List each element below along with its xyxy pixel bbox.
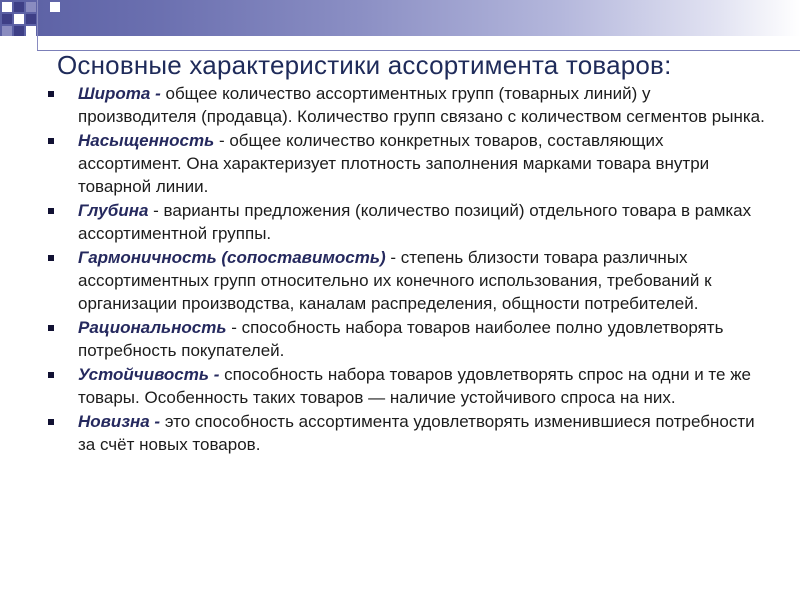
slide-title: Основные характеристики ассортимента товаров:	[57, 50, 672, 80]
square-bullet-icon	[48, 208, 54, 214]
term-label: Новизна -	[78, 412, 161, 431]
term-label: Насыщенность	[78, 131, 215, 150]
term-label: Рациональность	[78, 318, 227, 337]
definition-text: - способность набора товаров наиболее полно удовлетворять потребность покупателей.	[78, 318, 724, 360]
definition-text: - общее количество конкретных товаров, составляющих ассортимент. Она характеризует плотность заполнения марками товара внутри товарной линии.	[78, 131, 710, 196]
square-bullet-icon	[48, 419, 54, 425]
square-bullet-icon	[48, 372, 54, 378]
square-bullet-icon	[48, 325, 54, 331]
decor-square	[2, 26, 12, 36]
list-item-depth	[48, 199, 768, 245]
list-item-saturation	[48, 129, 768, 198]
list-item-stability	[48, 363, 768, 409]
definition-text: способность набора товаров удовлетворять спрос на одни и те же товары. Особенность таких товаров — наличие устойчивого спроса на них.	[78, 365, 752, 407]
decor-square	[2, 14, 12, 24]
list-item-breadth	[48, 82, 768, 128]
characteristics-list	[48, 82, 768, 457]
square-bullet-icon	[48, 255, 54, 261]
decor-square	[14, 26, 24, 36]
decor-square	[14, 2, 24, 12]
definition-text: общее количество ассортиментных групп (товарных линий) у производителя (продавца). Количество групп связано с количеством сегментов рынка.	[78, 84, 765, 126]
decor-square	[26, 2, 36, 12]
definition-text: это способность ассортимента удовлетворять изменившиеся потребности за счёт новых товаров.	[78, 412, 755, 454]
header-vertical-rule	[37, 0, 38, 50]
term-label: Глубина	[78, 201, 149, 220]
header-gradient-band	[0, 0, 800, 36]
decor-square	[50, 2, 60, 12]
term-label: Широта -	[78, 84, 161, 103]
list-item-harmony	[48, 246, 768, 315]
list-item-rationality	[48, 316, 768, 362]
definition-text: - степень близости товара различных ассортиментных групп относительно их конечного использования, требований к организации производства, каналам распределения, общности потребителей.	[78, 248, 712, 313]
term-label: Устойчивость -	[78, 365, 220, 384]
definition-text: - варианты предложения (количество позиций) отдельного товара в рамках ассортиментной группы.	[78, 201, 752, 243]
decor-square	[2, 2, 12, 12]
list-item-novelty	[48, 410, 768, 456]
decor-square	[26, 14, 36, 24]
term-label: Гармоничность (сопоставимость)	[78, 248, 386, 267]
square-bullet-icon	[48, 91, 54, 97]
decor-square	[26, 26, 36, 36]
decor-square	[14, 14, 24, 24]
square-bullet-icon	[48, 138, 54, 144]
